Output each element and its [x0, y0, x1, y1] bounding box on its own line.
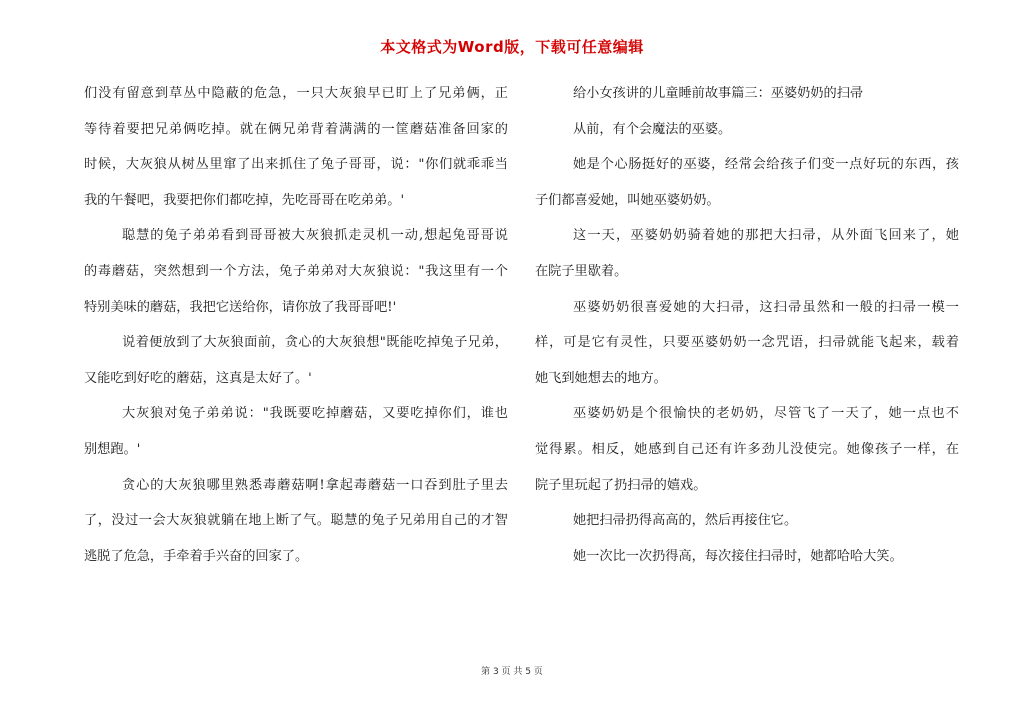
right-column-text-line: 她一次比一次扔得高，每次接住扫帚时，她都哈哈大笑。	[573, 548, 903, 564]
right-column-text-line: 给小女孩讲的儿童睡前故事篇三：巫婆奶奶的扫帚	[573, 86, 864, 101]
left-column-text-line: 等待着要把兄弟俩吃掉。就在俩兄弟背着满满的一筐蘑菇准备回家的	[84, 121, 508, 137]
left-column-text-line: 特别美味的蘑菇，我把它送给你，请你放了我哥哥吧!'	[84, 299, 397, 315]
left-column-text-line: 的毒蘑菇，突然想到一个方法，兔子弟弟对大灰狼说："我这里有一个	[84, 263, 508, 279]
right-column-text-line: 子们都喜爱她，叫她巫婆奶奶。	[535, 192, 720, 208]
left-column-text-line: 们没有留意到草丛中隐蔽的危急，一只大灰狼早已盯上了兄弟俩，正	[84, 86, 508, 101]
right-column-text-line: 她飞到她想去的地方。	[535, 370, 667, 386]
left-column-text-line: 又能吃到好吃的蘑菇，这真是太好了。'	[84, 370, 312, 386]
left-column-text-line: 贪心的大灰狼哪里熟悉毒蘑菇啊!拿起毒蘑菇一口吞到肚子里去	[122, 477, 508, 493]
document-header-title: 本文格式为Word版，下载可任意编辑	[380, 38, 644, 56]
left-column-text-line: 聪慧的兔子弟弟看到哥哥被大灰狼抓走灵机一动,想起兔哥哥说	[122, 228, 508, 244]
right-column-text-line: 院子里玩起了扔扫帚的嬉戏。	[535, 477, 707, 493]
right-column-text-line: 巫婆奶奶很喜爱她的大扫帚，这扫帚虽然和一般的扫帚一模一	[573, 299, 959, 315]
left-column-text-line: 说着便放到了大灰狼面前，贪心的大灰狼想"既能吃掉兔子兄弟，	[122, 335, 508, 351]
right-column-text-line: 她是个心肠挺好的巫婆，经常会给孩子们变一点好玩的东西，孩	[573, 157, 959, 173]
right-column-text-line: 她把扫帚扔得高高的，然后再接住它。	[573, 513, 798, 529]
left-text-column	[84, 76, 508, 574]
right-column-text-line: 从前，有个会魔法的巫婆。	[573, 121, 732, 137]
left-column-text-line: 大灰狼对兔子弟弟说："我既要吃掉蘑菇，又要吃掉你们，谁也	[122, 406, 508, 422]
right-column-text-line: 在院子里歇着。	[535, 263, 628, 279]
left-column-text-line: 了，没过一会大灰狼就躺在地上断了气。聪慧的兔子兄弟用自己的才智	[84, 513, 508, 529]
right-column-text-line: 觉得累。相反，她感到自己还有许多劲儿没使完。她像孩子一样，在	[535, 441, 959, 457]
left-column-text-line: 别想跑。'	[84, 441, 141, 457]
right-text-column	[535, 76, 959, 574]
right-column-text-line: 这一天，巫婆奶奶骑着她的那把大扫帚，从外面飞回来了，她	[573, 228, 959, 244]
right-column-text-line: 样，可是它有灵性，只要巫婆奶奶一念咒语，扫帚就能飞起来，载着	[535, 335, 959, 351]
page-number-footer: 第 3 页 共 5 页	[481, 667, 543, 677]
left-column-text-line: 我的午餐吧，我要把你们都吃掉，先吃哥哥在吃弟弟。'	[84, 192, 405, 208]
right-column-text-line: 巫婆奶奶是个很愉快的老奶奶，尽管飞了一天了，她一点也不	[573, 406, 959, 422]
left-column-text-line: 时候，大灰狼从树丛里窜了出来抓住了兔子哥哥，说："你们就乖乖当	[84, 157, 508, 173]
left-column-text-line: 逃脱了危急，手牵着手兴奋的回家了。	[84, 548, 309, 564]
